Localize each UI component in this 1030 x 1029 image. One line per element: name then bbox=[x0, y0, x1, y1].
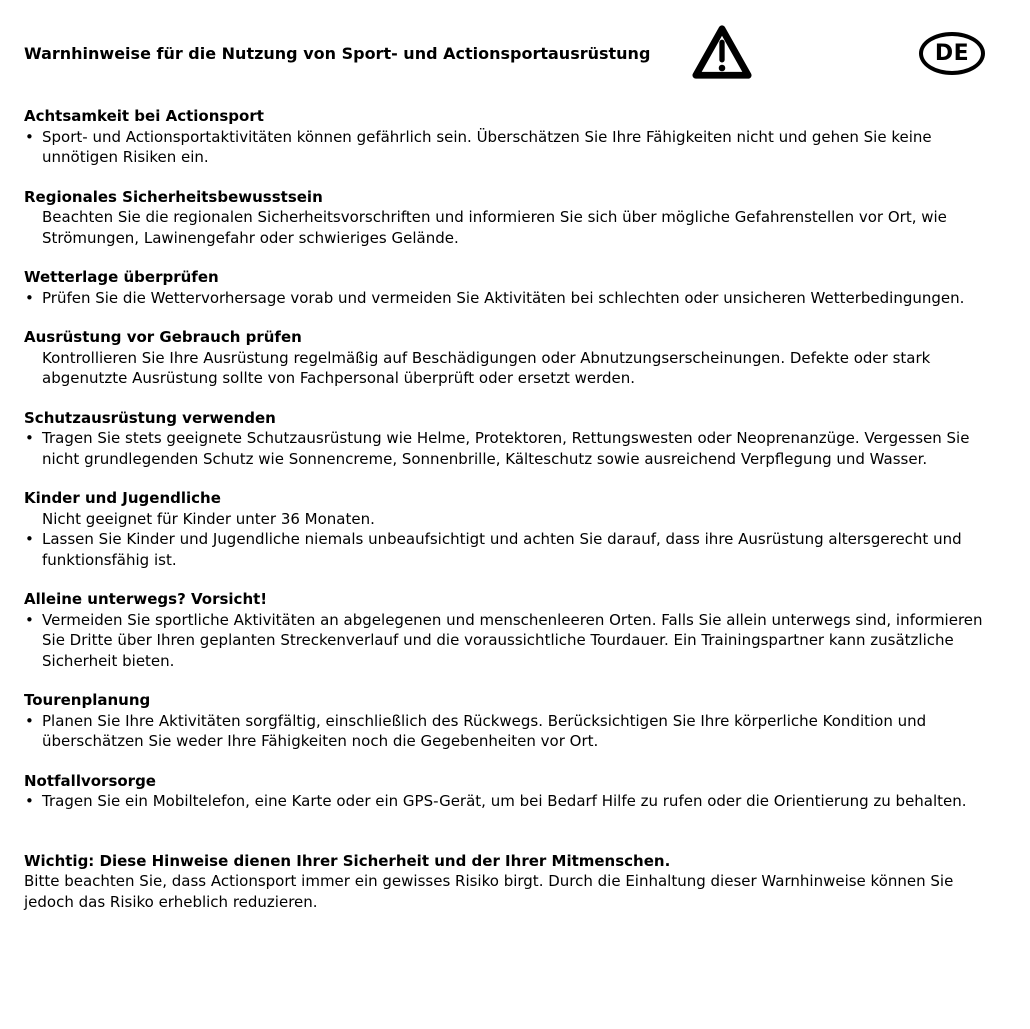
warning-section bbox=[24, 589, 1006, 671]
item-text: Sport- und Actionsportaktivitäten können gefährlich sein. Überschätzen Sie Ihre Fähigkeiten nicht und gehen Sie keine unnötigen Risiken ein. bbox=[42, 127, 932, 166]
warning-section bbox=[24, 408, 1006, 470]
sections bbox=[24, 106, 1006, 812]
document-footer bbox=[24, 851, 1006, 913]
plain-item bbox=[24, 348, 1006, 389]
bullet-item bbox=[24, 529, 1006, 570]
document-content bbox=[0, 106, 1030, 912]
plain-item bbox=[24, 509, 1006, 530]
bullet-marker-icon: • bbox=[25, 288, 34, 307]
section-items bbox=[24, 791, 1006, 812]
section-items bbox=[24, 610, 1006, 672]
item-text: Kontrollieren Sie Ihre Ausrüstung regelmäßig auf Beschädigungen oder Abnutzungserscheinungen. Defekte oder stark abgenutzte Ausrüstung sollte von Fachpersonal überprüft oder ersetzt werden. bbox=[42, 348, 931, 387]
warning-section bbox=[24, 267, 1006, 308]
warning-section bbox=[24, 327, 1006, 389]
section-items bbox=[24, 288, 1006, 309]
warning-section bbox=[24, 187, 1006, 249]
section-heading: Alleine unterwegs? Vorsicht! bbox=[24, 590, 268, 608]
bullet-marker-icon: • bbox=[25, 711, 34, 730]
section-items bbox=[24, 207, 1006, 248]
warning-section bbox=[24, 488, 1006, 570]
warning-section bbox=[24, 771, 1006, 812]
language-badge bbox=[919, 32, 985, 75]
section-heading: Wetterlage überprüfen bbox=[24, 268, 219, 286]
section-items bbox=[24, 127, 1006, 168]
footer-important-line: Wichtig: Diese Hinweise dienen Ihrer Sicherheit und der Ihrer Mitmenschen. bbox=[24, 851, 671, 870]
bullet-marker-icon: • bbox=[25, 792, 34, 810]
section-heading: Ausrüstung vor Gebrauch prüfen bbox=[24, 328, 302, 346]
bullet-item bbox=[24, 127, 1006, 168]
language-badge-label: DE bbox=[934, 41, 970, 66]
page-title: Warnhinweise für die Nutzung von Sport- und Actionsportausrüstung bbox=[24, 44, 651, 63]
item-text: Prüfen Sie die Wettervorhersage vorab und vermeiden Sie Aktivitäten bei schlechten oder unsicheren Wetterbedingungen. bbox=[42, 288, 965, 307]
bullet-item bbox=[24, 791, 1006, 812]
section-items bbox=[24, 711, 1006, 752]
bullet-marker-icon: • bbox=[25, 530, 34, 548]
section-heading: Schutzausrüstung verwenden bbox=[24, 408, 276, 427]
bullet-item bbox=[24, 428, 1006, 469]
section-heading: Tourenplanung bbox=[24, 691, 151, 709]
bullet-marker-icon: • bbox=[25, 429, 34, 447]
bullet-marker-icon: • bbox=[25, 127, 34, 146]
item-text: Tragen Sie stets geeignete Schutzausrüstung wie Helme, Protektoren, Rettungswesten oder Neoprenanzüge. Vergessen Sie nicht grundlegenden Schutz wie Sonnencreme, Sonnenbrille, Kälteschutz sowie ausreichend Verpflegung und Wasser. bbox=[42, 429, 970, 468]
plain-item bbox=[24, 207, 1006, 248]
warning-triangle-icon bbox=[691, 22, 753, 84]
item-text: Nicht geeignet für Kinder unter 36 Monaten. bbox=[42, 509, 375, 528]
bullet-item bbox=[24, 288, 1006, 309]
section-heading: Regionales Sicherheitsbewusstsein bbox=[24, 187, 323, 206]
bullet-item bbox=[24, 610, 1006, 672]
item-text: Planen Sie Ihre Aktivitäten sorgfältig, einschließlich des Rückwegs. Berücksichtigen Sie Ihre körperliche Kondition und überschätzen Sie weder Ihre Fähigkeiten noch die Gegebenheiten vor Ort. bbox=[42, 711, 927, 750]
bullet-item bbox=[24, 711, 1006, 752]
item-text: Lassen Sie Kinder und Jugendliche niemals unbeaufsichtigt und achten Sie darauf, dass ihre Ausrüstung altersgerecht und funktionsfähig ist. bbox=[42, 530, 962, 569]
item-text: Tragen Sie ein Mobiltelefon, eine Karte oder ein GPS-Gerät, um bei Bedarf Hilfe zu rufen oder die Orientierung zu behalten. bbox=[42, 792, 967, 810]
document-header bbox=[0, 0, 1030, 106]
item-text: Vermeiden Sie sportliche Aktivitäten an abgelegenen und menschenleeren Orten. Falls Sie allein unterwegs sind, informieren Sie Dritte über Ihren geplanten Streckenverlauf und die voraussichtliche Tourdauer. Ein Trainingspartner kann zusätzliche Sicherheit bieten. bbox=[42, 610, 983, 670]
section-items bbox=[24, 428, 1006, 469]
section-heading: Achtsamkeit bei Actionsport bbox=[24, 107, 264, 125]
section-heading: Kinder und Jugendliche bbox=[24, 489, 221, 507]
section-items bbox=[24, 348, 1006, 389]
section-items bbox=[24, 509, 1006, 571]
bullet-marker-icon: • bbox=[25, 610, 34, 629]
item-text: Beachten Sie die regionalen Sicherheitsvorschriften und informieren Sie sich über mögliche Gefahrenstellen vor Ort, wie Strömungen, Lawinengefahr oder schwieriges Gelände. bbox=[42, 208, 947, 247]
warning-section bbox=[24, 690, 1006, 752]
warning-section bbox=[24, 106, 1006, 168]
footer-note: Bitte beachten Sie, dass Actionsport immer ein gewisses Risiko birgt. Durch die Einhaltung dieser Warnhinweise können Sie jedoch das Risiko erheblich reduzieren. bbox=[24, 872, 954, 911]
section-heading: Notfallvorsorge bbox=[24, 771, 156, 790]
